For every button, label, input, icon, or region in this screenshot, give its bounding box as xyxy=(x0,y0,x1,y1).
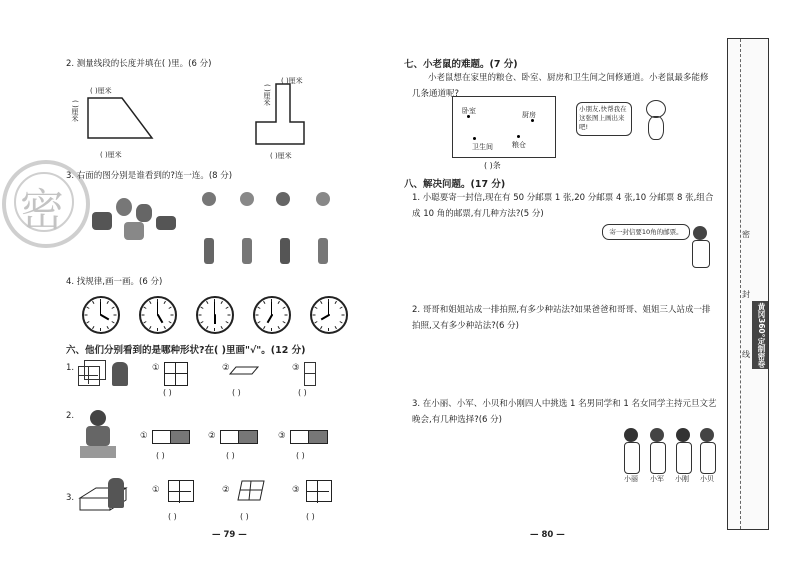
room-kitchen: 厨房 xyxy=(522,111,536,119)
seal-line-sidebar xyxy=(727,38,769,530)
r1-opt2-paren[interactable]: ( ) xyxy=(232,388,241,397)
stamp-char: 密 xyxy=(20,185,64,236)
kid-name-2: 小军 xyxy=(650,475,664,483)
page-number-right: — 80 — xyxy=(530,530,565,540)
problem-3-text: 3. 在小丽、小军、小贝和小刚四人中挑选 1 名男同学和 1 名女同学主持元旦文艺晚会,有几种选择?(6 分) xyxy=(412,399,717,425)
row-num-3: 3. xyxy=(66,493,75,503)
r1-opt1-paren[interactable]: ( ) xyxy=(163,388,172,397)
t-shape-bottom-label: ( )厘米 xyxy=(270,152,292,160)
cube-stack-figure xyxy=(78,360,106,386)
seal-char-xian: 线 xyxy=(742,350,750,359)
child-figure-2 xyxy=(80,410,116,458)
r2-opt1-shape xyxy=(152,430,190,444)
page-number-left: — 79 — xyxy=(212,530,247,540)
trapezoid-side-label: ( )厘米 xyxy=(71,100,79,122)
q4-text: 4. 找规律,画一画。(6 分) xyxy=(66,277,163,287)
clock-4 xyxy=(253,296,291,334)
r1-opt2-shape xyxy=(230,366,260,376)
seal-char-feng: 封 xyxy=(742,290,750,299)
r2-opt1-paren[interactable]: ( ) xyxy=(156,451,165,460)
r3-opt2-paren[interactable]: ( ) xyxy=(240,512,249,521)
r2-opt3-shape xyxy=(290,430,328,444)
trapezoid-top-label: ( )厘米 xyxy=(90,87,112,95)
r3-opt1-shape xyxy=(168,480,194,502)
mouse-bubble-text: 小朋友,快帮我在这张图上画出来吧! xyxy=(579,105,627,131)
r3-opt3-label: ③ xyxy=(292,485,300,495)
clock-1 xyxy=(82,296,120,334)
t-shape-figure xyxy=(250,80,310,150)
r3-opt2-label: ② xyxy=(222,485,230,495)
r3-opt1-paren[interactable]: ( ) xyxy=(168,512,177,521)
mouse-speech-bubble xyxy=(576,102,632,136)
seal-char-mi: 密 xyxy=(742,230,750,239)
scene-illustration xyxy=(86,192,182,244)
child-figure-1 xyxy=(112,362,128,386)
t-shape-top-label: ( )厘米 xyxy=(281,77,303,85)
problem-2-text: 2. 哥哥和姐姐站成一排拍照,有多少种站法?如果爸爸和哥哥、姐姐三人站成一排拍照,又有多少种站法?(6 分) xyxy=(412,305,711,331)
r3-opt2-shape xyxy=(236,480,266,502)
room-granary: 粮仓 xyxy=(512,141,526,149)
channel-count-blank[interactable]: ( )条 xyxy=(484,161,501,170)
r3-opt3-shape xyxy=(306,480,332,502)
r3-opt1-label: ① xyxy=(152,485,160,495)
r2-opt3-label: ③ xyxy=(278,431,286,441)
clock-5 xyxy=(310,296,348,334)
r1-opt1-shape xyxy=(164,362,188,386)
brand-logo: 黄冈360°定制密卷 xyxy=(752,301,768,369)
row-num-2: 2. xyxy=(66,411,75,421)
section-7-text: 小老鼠想在家里的粮仓、卧室、厨房和卫生间之间修通道。小老鼠最多能修几条通道呢? xyxy=(412,73,709,99)
kid-name-3: 小刚 xyxy=(675,475,689,483)
clock-3 xyxy=(196,296,234,334)
trapezoid-figure xyxy=(80,90,160,146)
clock-2 xyxy=(139,296,177,334)
row-num-1: 1. xyxy=(66,363,75,373)
r2-opt2-label: ② xyxy=(208,431,216,441)
letter-bubble-text: 寄一封信要10角的邮票。 xyxy=(609,228,683,236)
trapezoid-bottom-label: ( )厘米 xyxy=(100,151,122,159)
r1-opt3-label: ③ xyxy=(292,363,300,373)
section-8-heading: 八、解决问题。(17 分) xyxy=(404,179,506,190)
problem-1-text: 1. 小聪要寄一封信,现在有 50 分邮票 1 张,20 分邮票 4 张,10 分邮票 8 张,组合成 10 角的邮票,有几种方法?(5 分) xyxy=(412,193,714,219)
section-7-heading: 七、小老鼠的难题。(7 分) xyxy=(404,59,518,70)
kids-illustration xyxy=(620,428,720,478)
r2-opt3-paren[interactable]: ( ) xyxy=(296,451,305,460)
room-bathroom: 卫生间 xyxy=(472,143,493,151)
r1-opt3-paren[interactable]: ( ) xyxy=(298,388,307,397)
q2-text: 2. 测量线段的长度并填在( )里。(6 分) xyxy=(66,59,212,69)
kid-name-1: 小丽 xyxy=(624,475,638,483)
r1-opt1-label: ① xyxy=(152,363,160,373)
r2-opt2-paren[interactable]: ( ) xyxy=(226,451,235,460)
kid-name-4: 小贝 xyxy=(700,475,714,483)
q3-text: 3. 右面的图分别是谁看到的?连一连。(8 分) xyxy=(66,171,233,181)
t-shape-side-label: ( )厘米 xyxy=(263,84,271,106)
section-6-heading: 六、他们分别看到的是哪种形状?在( )里画"√"。(12 分) xyxy=(66,345,306,356)
r1-opt3-shape xyxy=(304,362,316,386)
r3-opt3-paren[interactable]: ( ) xyxy=(306,512,315,521)
r1-opt2-label: ② xyxy=(222,363,230,373)
boy-illustration xyxy=(690,226,710,266)
r2-opt1-label: ① xyxy=(140,431,148,441)
clock-hour-hand xyxy=(214,315,216,324)
room-bedroom: 卧室 xyxy=(462,107,476,115)
child-figure-3 xyxy=(108,478,124,508)
r2-opt2-shape xyxy=(220,430,258,444)
letter-speech-bubble xyxy=(602,224,690,240)
mouse-illustration xyxy=(640,100,670,148)
